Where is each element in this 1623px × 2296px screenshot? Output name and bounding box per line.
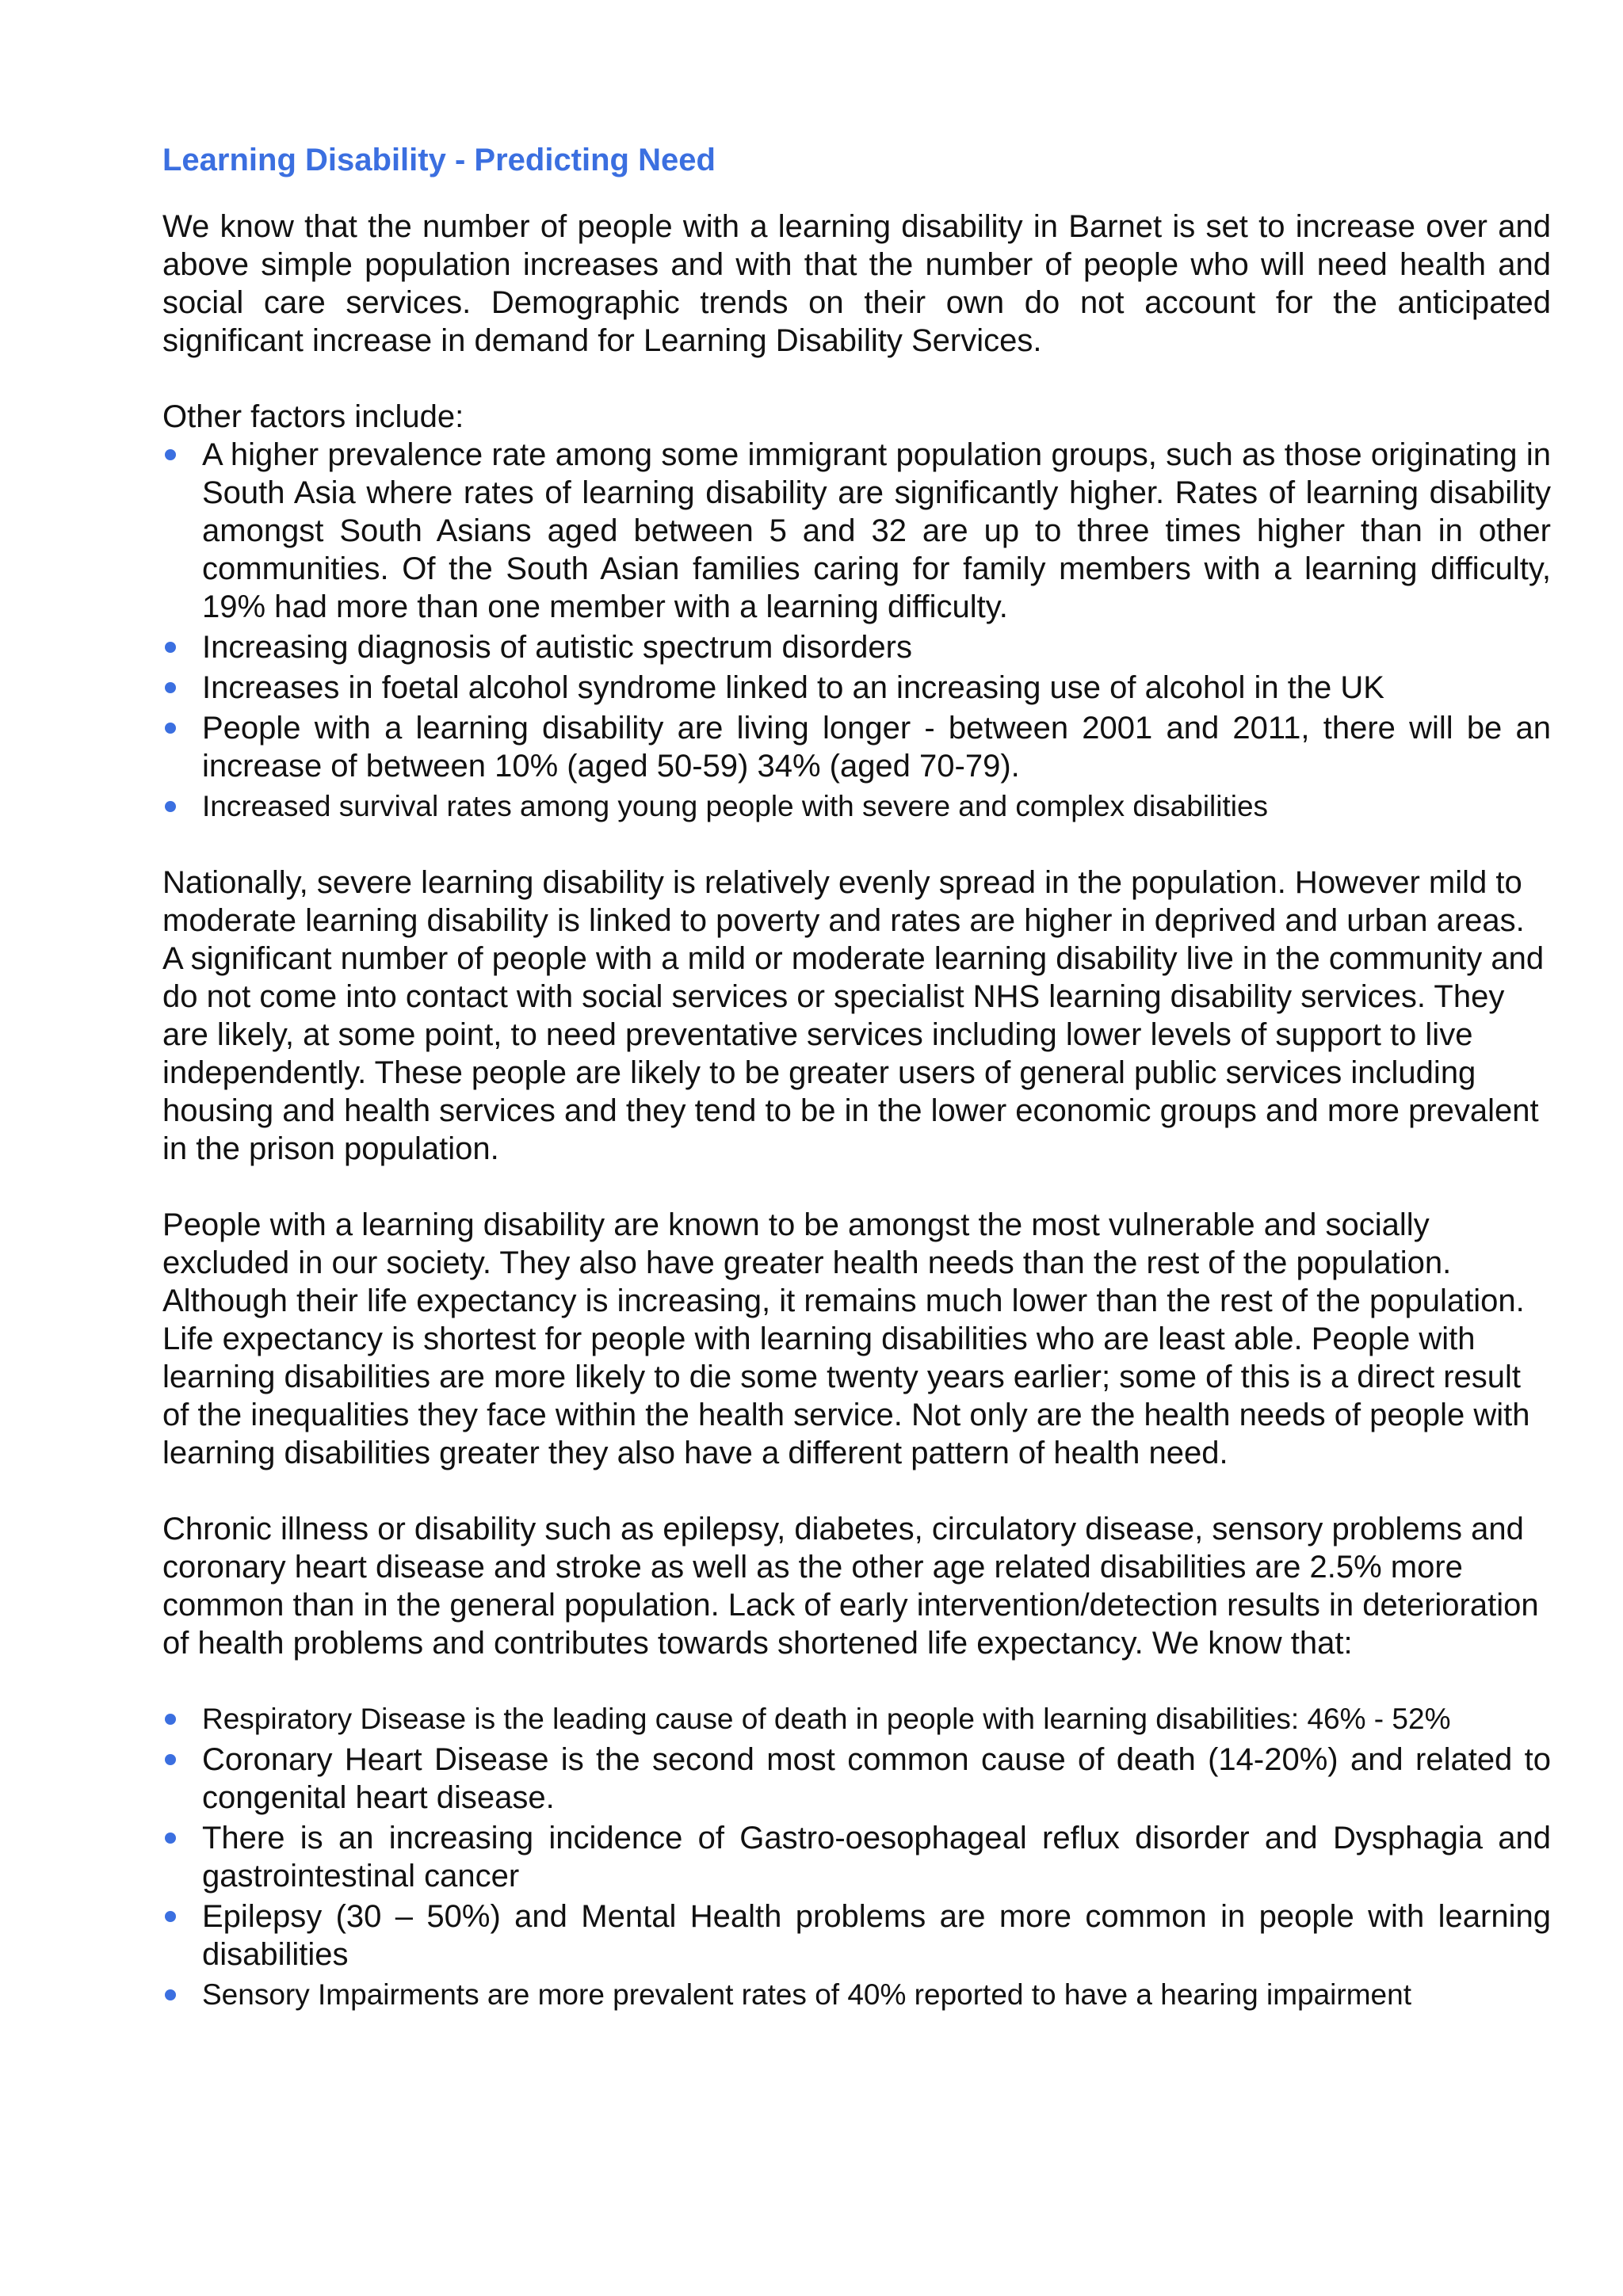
list-item <box>162 1741 1551 1817</box>
bullet-icon <box>165 1911 176 1922</box>
list-item <box>162 1819 1551 1895</box>
bullet-icon <box>165 1989 176 2000</box>
chronic-paragraph: Chronic illness or disability such as epilepsy, diabetes, circulatory disease, sensory problems and coronary heart disease and stroke as well as the other age related disabilities are 2.5% more common than in the general population. Lack of early intervention/detection results in deterioration of health problems and contributes towards shortened life expectancy. We know that: <box>162 1512 1539 1661</box>
bullet-icon <box>165 682 176 693</box>
facts-list <box>162 1700 1551 2014</box>
factors-list <box>162 436 1551 826</box>
list-item <box>162 1700 1551 1738</box>
list-item <box>162 669 1551 707</box>
list-item-text: Sensory Impairments are more prevalent rates of 40% reported to have a hearing impairment <box>202 1978 1411 2011</box>
vulnerable-paragraph: People with a learning disability are known to be amongst the most vulnerable and socially excluded in our society. They also have greater health needs than the rest of the population. Although their life expectancy is increasing, it remains much lower than the rest of the population. Life expectancy is shortest for people with learning disabilities who are least able. People with learning disabilities are more likely to die some twenty years earlier; some of this is a direct result of the inequalities they face within the health service. Not only are the health needs of people with learning disabilities greater they also have a different pattern of health need. <box>162 1207 1530 1470</box>
bullet-icon <box>165 642 176 653</box>
list-item-text: Increases in foetal alcohol syndrome linked to an increasing use of alcohol in the UK <box>202 670 1384 705</box>
list-item <box>162 788 1551 826</box>
factors-label: Other factors include: <box>162 399 464 434</box>
list-item <box>162 1976 1551 2014</box>
list-item-text: Increasing diagnosis of autistic spectrum disorders <box>202 630 912 665</box>
bullet-icon <box>165 1754 176 1765</box>
list-item <box>162 628 1551 666</box>
page-title: Learning Disability - Predicting Need <box>162 143 716 177</box>
bullet-icon <box>165 1714 176 1725</box>
bullet-icon <box>165 1833 176 1844</box>
list-item-text: There is an increasing incidence of Gastro-oesophageal reflux disorder and Dysphagia and gastrointestinal cancer <box>202 1821 1551 1894</box>
bullet-icon <box>165 723 176 734</box>
list-item-text: Increased survival rates among young people with severe and complex disabilities <box>202 790 1269 822</box>
list-item-text: Coronary Heart Disease is the second most common cause of death (14-20%) and related to congenital heart disease. <box>202 1742 1551 1815</box>
nationally-paragraph: Nationally, severe learning disability is relatively evenly spread in the population. However mild to moderate learning disability is linked to poverty and rates are higher in deprived and urban areas. A significant number of people with a mild or moderate learning disability live in the community and do not come into contact with social services or specialist NHS learning disability services. They are likely, at some point, to need preventative services including lower levels of support to live independently. These people are likely to be greater users of general public services including housing and health services and they tend to be in the lower economic groups and more prevalent in the prison population. <box>162 865 1545 1166</box>
list-item-text: A higher prevalence rate among some immigrant population groups, such as those originating in South Asia where rates of learning disability are significantly higher. Rates of learning disability amongst South Asians aged between 5 and 32 are up to three times higher than in other communities. Of the South Asian families caring for family members with a learning difficulty, 19% had more than one member with a learning difficulty. <box>202 437 1551 624</box>
list-item-text: Epilepsy (30 – 50%) and Mental Health problems are more common in people with learning disabilities <box>202 1899 1551 1972</box>
list-item-text: People with a learning disability are living longer - between 2001 and 2011, there will be an increase of between 10% (aged 50-59) 34% (aged 70-79). <box>202 711 1551 784</box>
list-item <box>162 709 1551 785</box>
bullet-icon <box>165 801 176 812</box>
bullet-icon <box>165 449 176 460</box>
intro-paragraph: We know that the number of people with a learning disability in Barnet is set to increase over and above simple population increases and with that the number of people who will need health and social care services. Demographic trends on their own do not account for the anticipated significant increase in demand for Learning Disability Services. <box>162 209 1551 358</box>
list-item <box>162 436 1551 626</box>
list-item <box>162 1897 1551 1974</box>
document-page <box>162 135 1551 2052</box>
list-item-text: Respiratory Disease is the leading cause of death in people with learning disabilities: 46% - 52% <box>202 1703 1451 1735</box>
